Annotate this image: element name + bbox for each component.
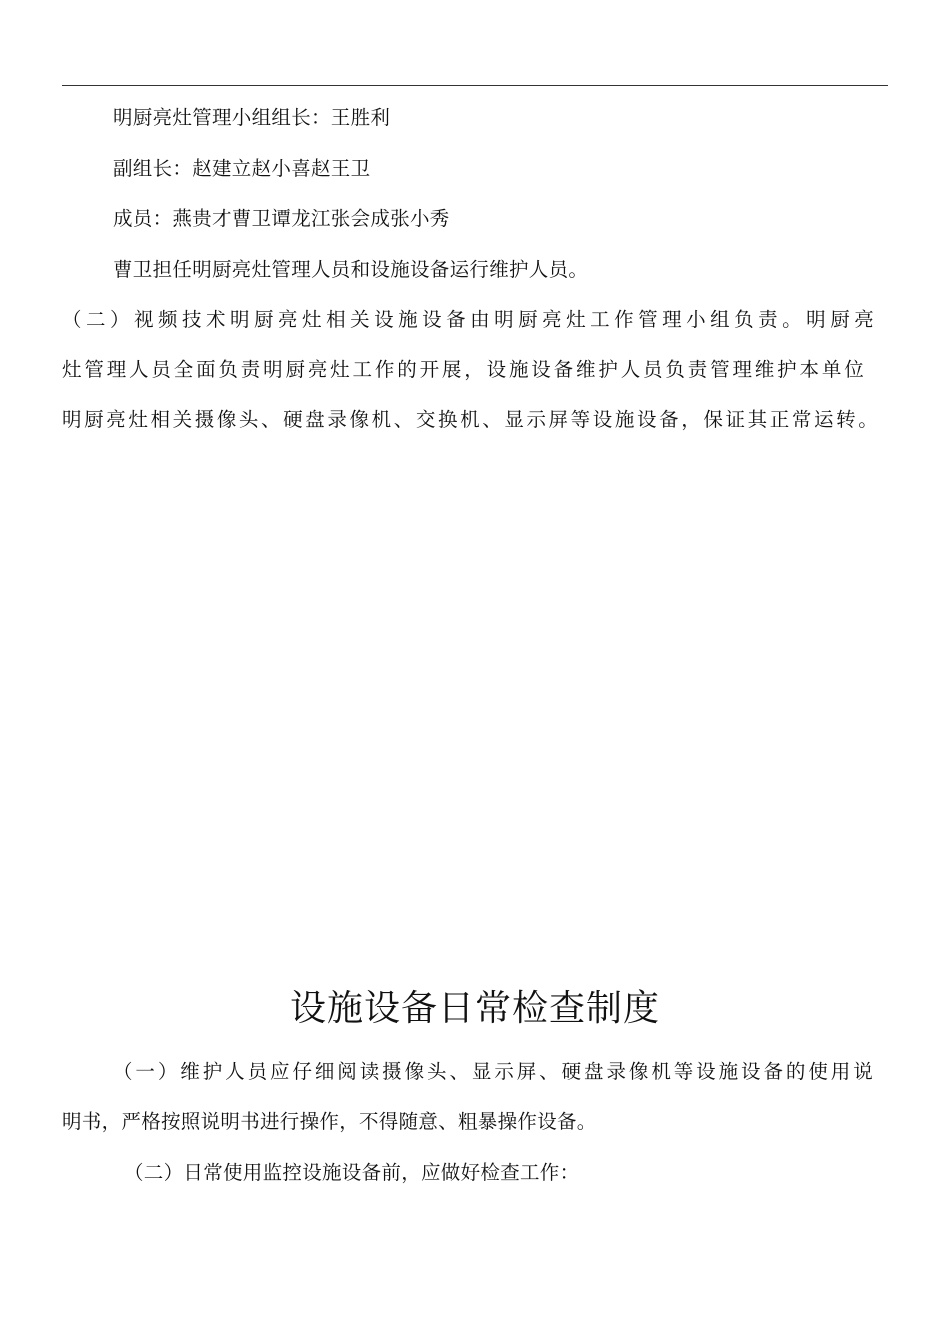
header-rule bbox=[62, 85, 888, 86]
members-line: 成员：燕贵才曹卫谭龙江张会成张小秀 bbox=[113, 207, 450, 230]
deputy-leader-line: 副组长：赵建立赵小喜赵王卫 bbox=[113, 157, 371, 180]
roles-line: 曹卫担任明厨亮灶管理人员和设施设备运行维护人员。 bbox=[113, 258, 589, 281]
section-title: 设施设备日常检查制度 bbox=[289, 988, 660, 1029]
rule-1-line-1: （一）维护人员应仔细阅读摄像头、显示屏、硬盘录像机等设施设备的使用说 bbox=[113, 1060, 873, 1083]
paragraph-2-line-2: 灶管理人员全面负责明厨亮灶工作的开展，设施设备维护人员负责管理维护本单位 bbox=[62, 358, 864, 381]
rule-2-line-1: （二）日常使用监控设施设备前，应做好检查工作： bbox=[124, 1161, 580, 1184]
team-leader-line: 明厨亮灶管理小组组长：王胜利 bbox=[113, 106, 391, 129]
paragraph-2-line-1: （二）视频技术明厨亮灶相关设施设备由明厨亮灶工作管理小组负责。明厨亮 bbox=[62, 308, 874, 331]
paragraph-2-line-3: 明厨亮灶相关摄像头、硬盘录像机、交换机、显示屏等设施设备，保证其正常运转。 bbox=[62, 408, 878, 431]
rule-1-line-2: 明书，严格按照说明书进行操作，不得随意、粗暴操作设备。 bbox=[62, 1110, 597, 1133]
